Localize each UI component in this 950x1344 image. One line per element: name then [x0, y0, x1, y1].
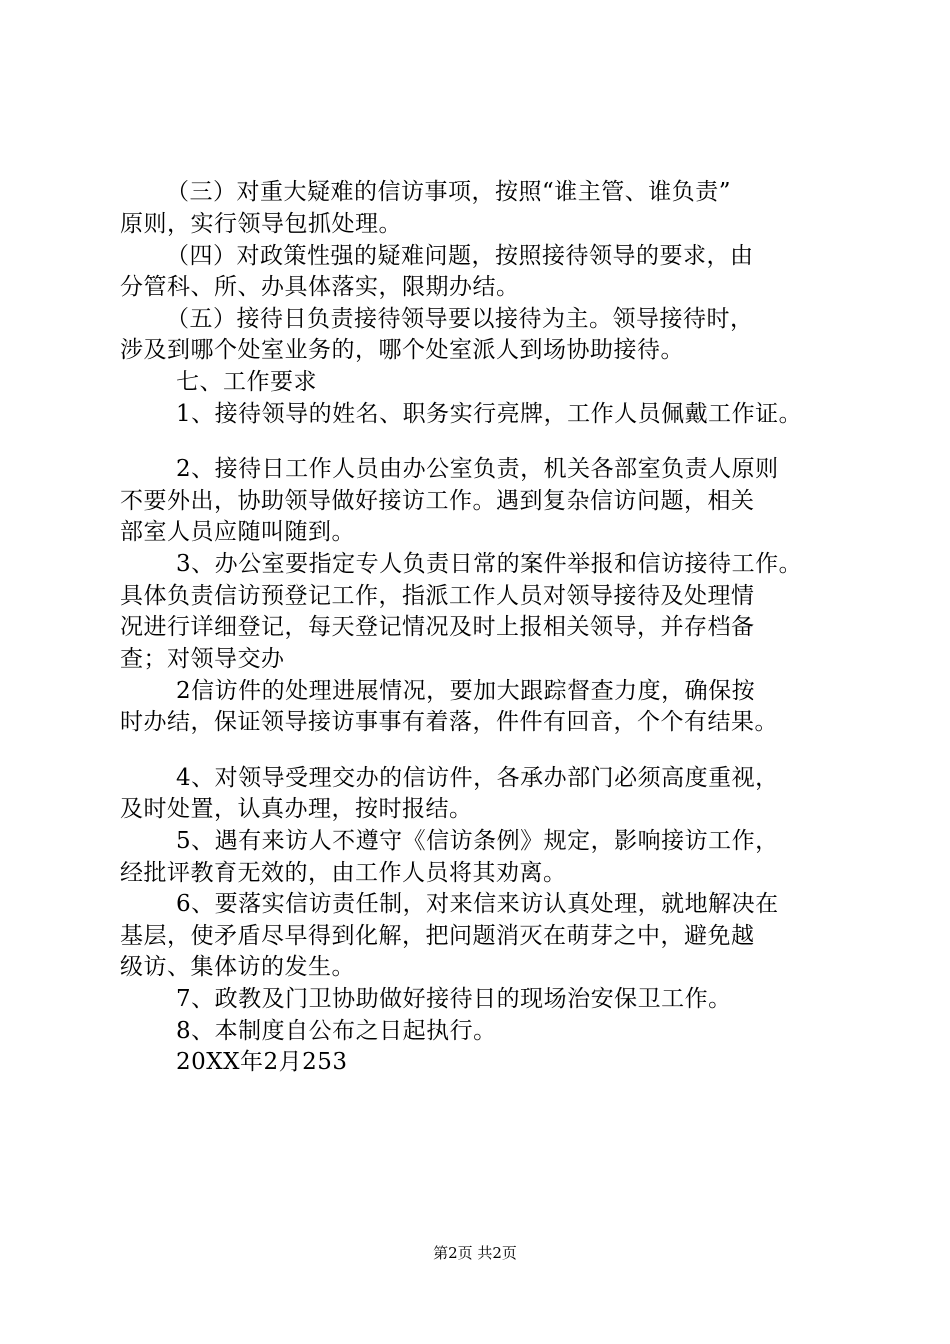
paragraph-line: （三）对重大疑难的信访事项，按照“谁主管、谁负责”: [166, 179, 732, 205]
paragraph-line: 涉及到哪个处室业务的，哪个处室派人到场协助接待。: [120, 337, 684, 363]
section-heading: 七、工作要求: [176, 369, 317, 395]
paragraph-line: 及时处置，认真办理，按时报结。: [120, 796, 473, 822]
document-date: 20XX年2月253: [176, 1049, 348, 1075]
paragraph-line: 5、遇有来访人不遵守《信访条例》规定，影响接访工作，: [176, 828, 779, 854]
paragraph-line: （五）接待日负责接待领导要以接待为主。领导接待时，: [166, 306, 754, 332]
paragraph-line: 原则，实行领导包抓处理。: [120, 211, 402, 237]
paragraph-line: 查；对领导交办: [120, 646, 285, 672]
paragraph-line: 2信访件的处理进展情况，要加大跟踪督查力度，确保按: [176, 678, 756, 704]
paragraph-line: 3、办公室要指定专人负责日常的案件举报和信访接待工作。: [176, 551, 803, 577]
paragraph-line: 级访、集体访的发生。: [120, 954, 355, 980]
paragraph-line: 4、对领导受理交办的信访件，各承办部门必须高度重视，: [176, 765, 779, 791]
paragraph-line: 况进行详细登记，每天登记情况及时上报相关领导，并存档备: [120, 614, 755, 640]
paragraph-line: 8、本制度自公布之日起执行。: [176, 1018, 497, 1044]
paragraph-line: 经批评教育无效的，由工作人员将其劝离。: [120, 860, 567, 886]
paragraph-line: 7、政教及门卫协助做好接待日的现场治安保卫工作。: [176, 986, 732, 1012]
paragraph-line: 时办结，保证领导接访事事有着落，件件有回音，个个有结果。: [120, 709, 778, 735]
paragraph-line: （四）对政策性强的疑难问题，按照接待领导的要求，由: [166, 243, 754, 269]
paragraph-line: 具体负责信访预登记工作，指派工作人员对领导接待及处理情: [120, 583, 755, 609]
paragraph-line: 基层，使矛盾尽早得到化解，把问题消灭在萌芽之中，避免越: [120, 923, 755, 949]
paragraph-line: 不要外出，协助领导做好接访工作。遇到复杂信访问题，相关: [120, 488, 755, 514]
paragraph-line: 6、要落实信访责任制，对来信来访认真处理，就地解决在: [176, 891, 779, 917]
paragraph-line: 2、接待日工作人员由办公室负责，机关各部室负责人原则: [176, 456, 779, 482]
paragraph-line: 1、接待领导的姓名、职务实行亮牌，工作人员佩戴工作证。: [176, 401, 803, 427]
paragraph-line: 部室人员应随叫随到。: [120, 519, 355, 545]
page-number-footer: 第2页 共2页: [433, 1244, 517, 1262]
paragraph-line: 分管科、所、办具体落实，限期办结。: [120, 274, 520, 300]
